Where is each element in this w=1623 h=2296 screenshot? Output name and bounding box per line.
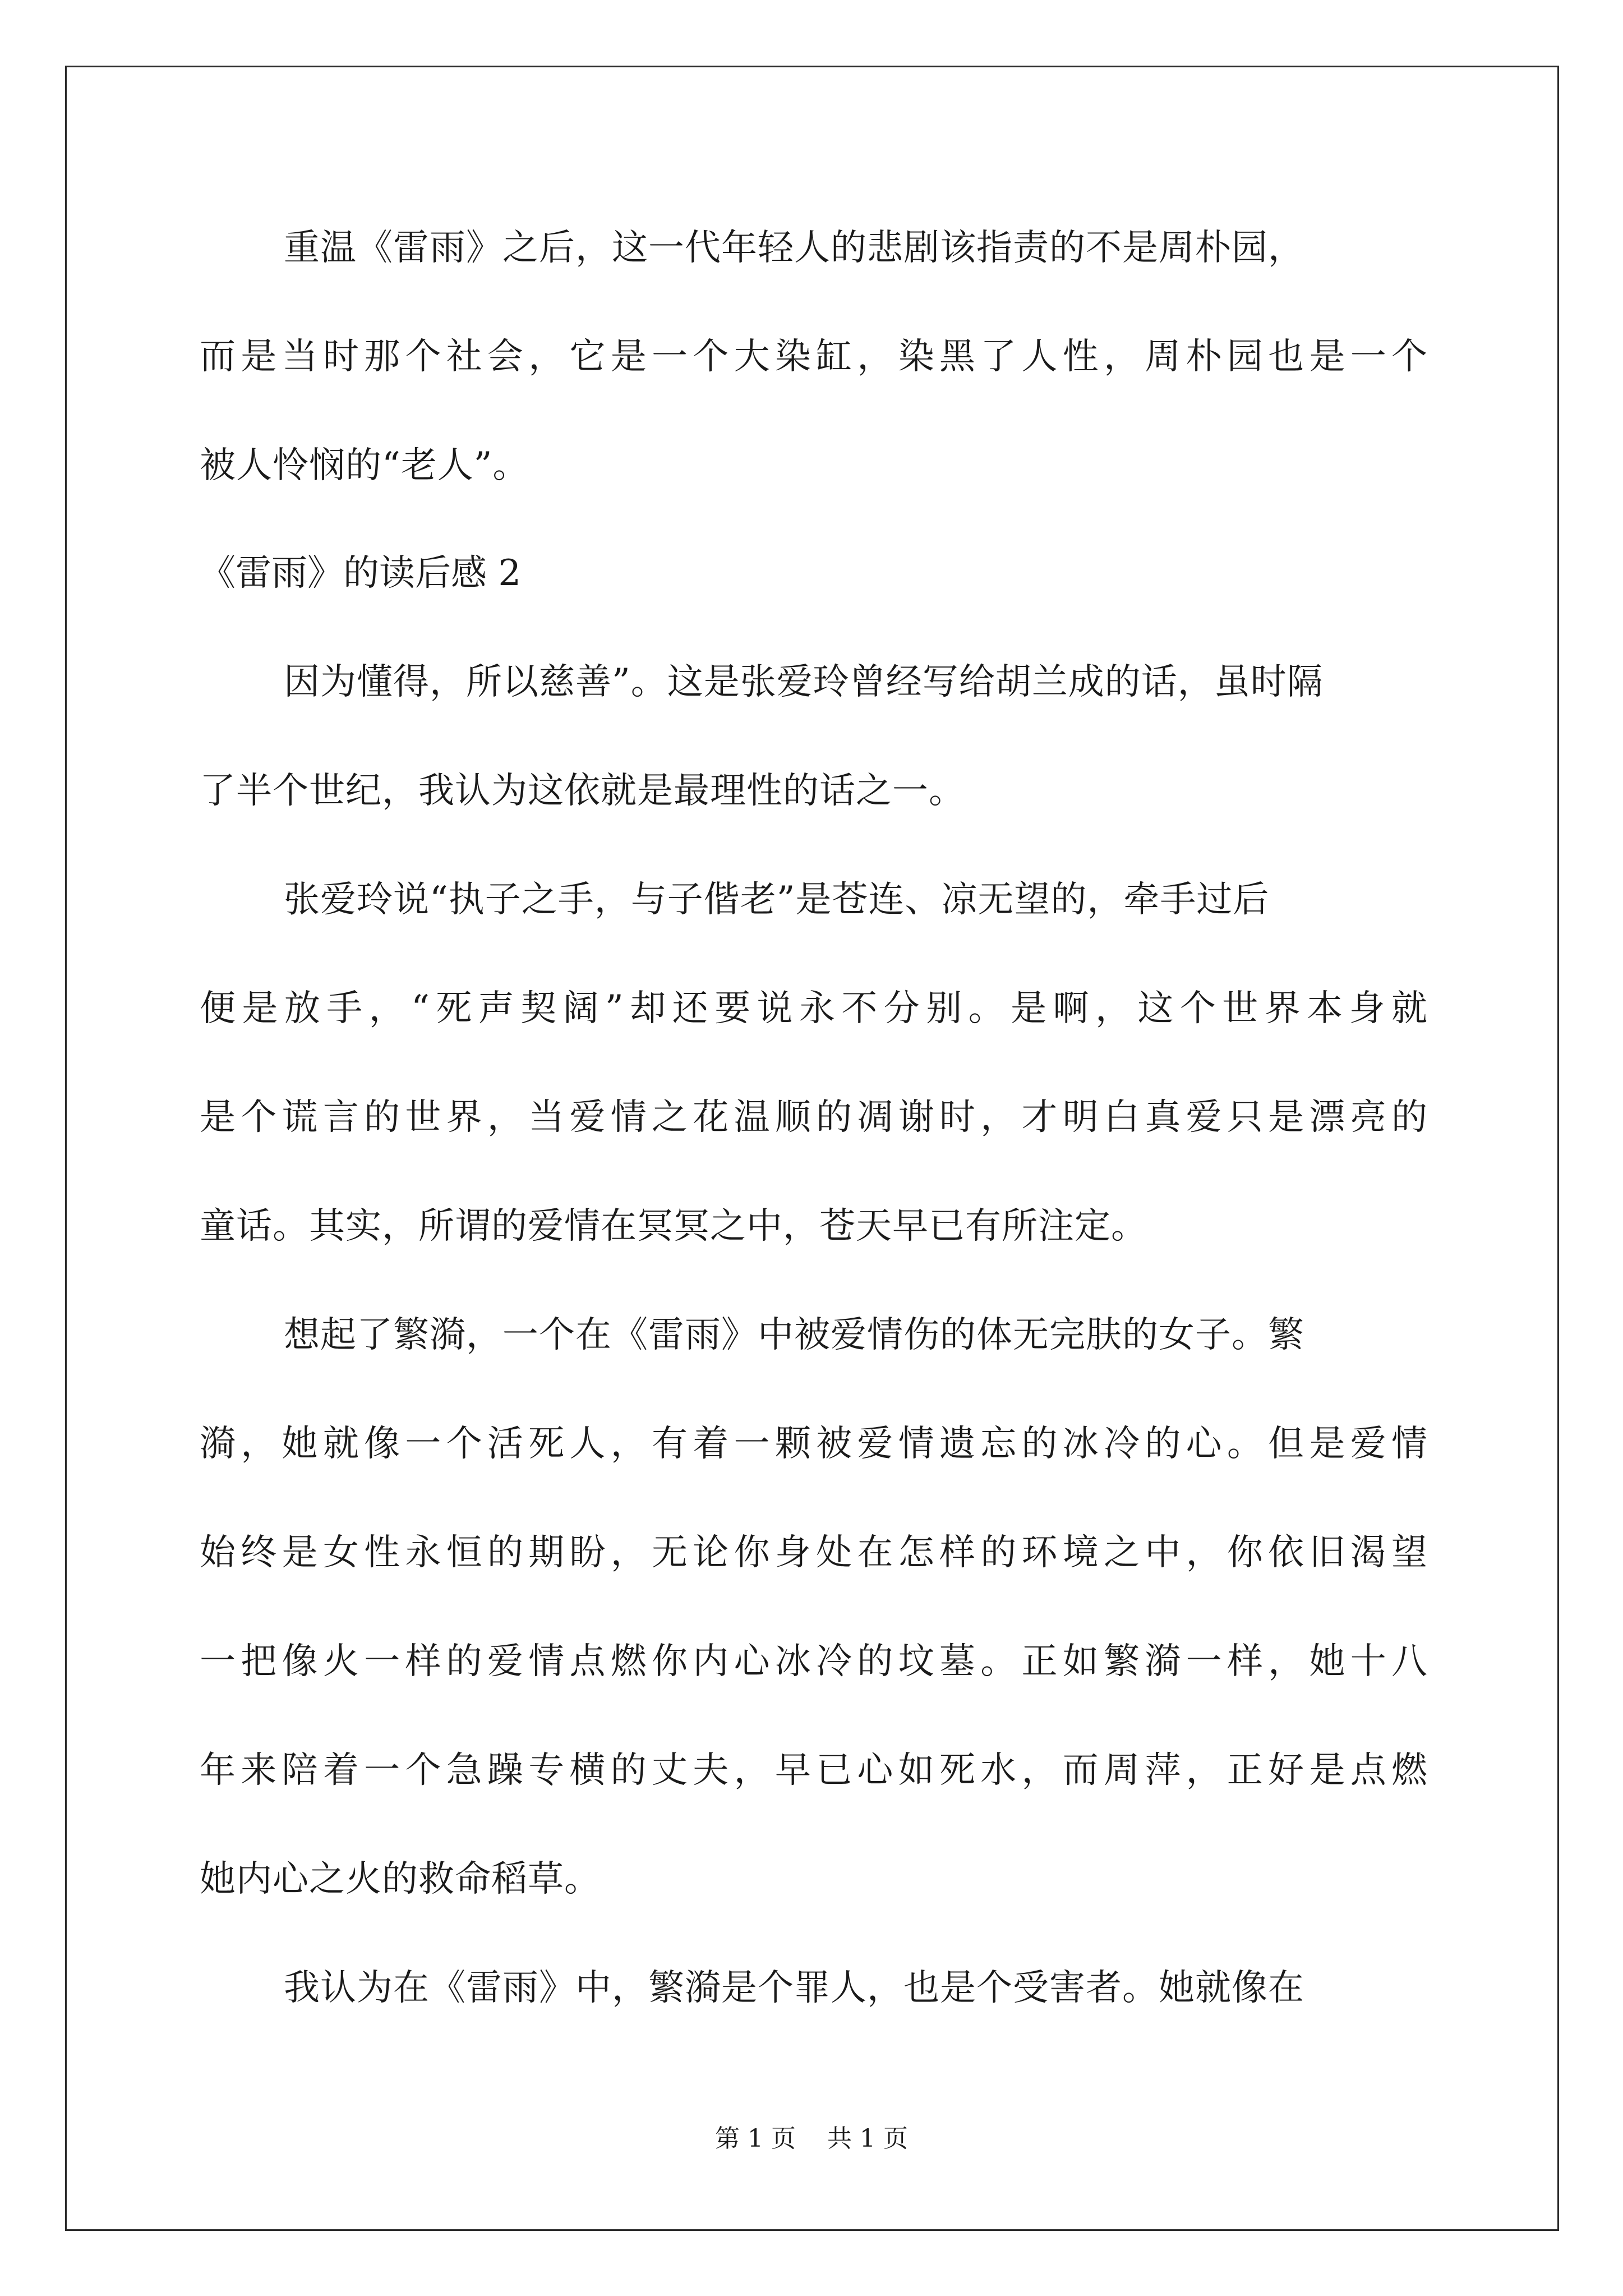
paragraph-3-line-4: 童话。其实，所谓的爱情在冥冥之中，苍天早已有所注定。 [200,1205,1147,1247]
paragraph-2-line-2: 了半个世纪，我认为这依就是最理性的话之一。 [200,770,965,812]
paragraph-4-line-5: 年来陪着一个急躁专横的丈夫，早已心如死水，而周萍，正好是点燃 [200,1750,1428,1791]
paragraph-3-line-1: 张爱玲说“执子之手，与子偕老”是苍连、凉无望的，牵手过后 [284,879,1270,921]
page-border [65,66,1559,2231]
section-heading: 《雷雨》的读后感 2 [200,553,522,594]
paragraph-1-line-1: 重温《雷雨》之后，这一代年轻人的悲剧该指责的不是周朴园， [284,227,1304,269]
paragraph-3-line-2: 便是放手，“死声契阔”却还要说永不分别。是啊，这个世界本身就 [200,988,1428,1029]
paragraph-4-line-3: 始终是女性永恒的期盼，无论你身处在怎样的环境之中，你依旧渴望 [200,1532,1428,1573]
paragraph-4-line-1: 想起了繁漪，一个在《雷雨》中被爱情伤的体无完肤的女子。繁 [284,1314,1304,1356]
page-number-current: 第 1 页 [715,2124,796,2153]
paragraph-4-line-2: 漪，她就像一个活死人，有着一颗被爱情遗忘的冰冷的心。但是爱情 [200,1423,1428,1465]
page-number-total: 共 1 页 [827,2124,908,2153]
paragraph-3-line-3: 是个谎言的世界，当爱情之花温顺的凋谢时，才明白真爱只是漂亮的 [200,1097,1428,1138]
paragraph-5-line-1: 我认为在《雷雨》中，繁漪是个罪人，也是个受害者。她就像在 [284,1967,1304,2009]
page-footer [0,2124,1623,2153]
paragraph-1-line-3: 被人怜悯的“老人”。 [200,445,529,486]
paragraph-2-line-1: 因为懂得，所以慈善”。这是张爱玲曾经写给胡兰成的话，虽时隔 [284,661,1324,703]
paragraph-4-line-4: 一把像火一样的爱情点燃你内心冰冷的坟墓。正如繁漪一样，她十八 [200,1641,1428,1682]
paragraph-1-line-2: 而是当时那个社会，它是一个大染缸，染黑了人性，周朴园也是一个 [200,336,1428,378]
paragraph-4-line-6: 她内心之火的救命稻草。 [200,1858,601,1900]
